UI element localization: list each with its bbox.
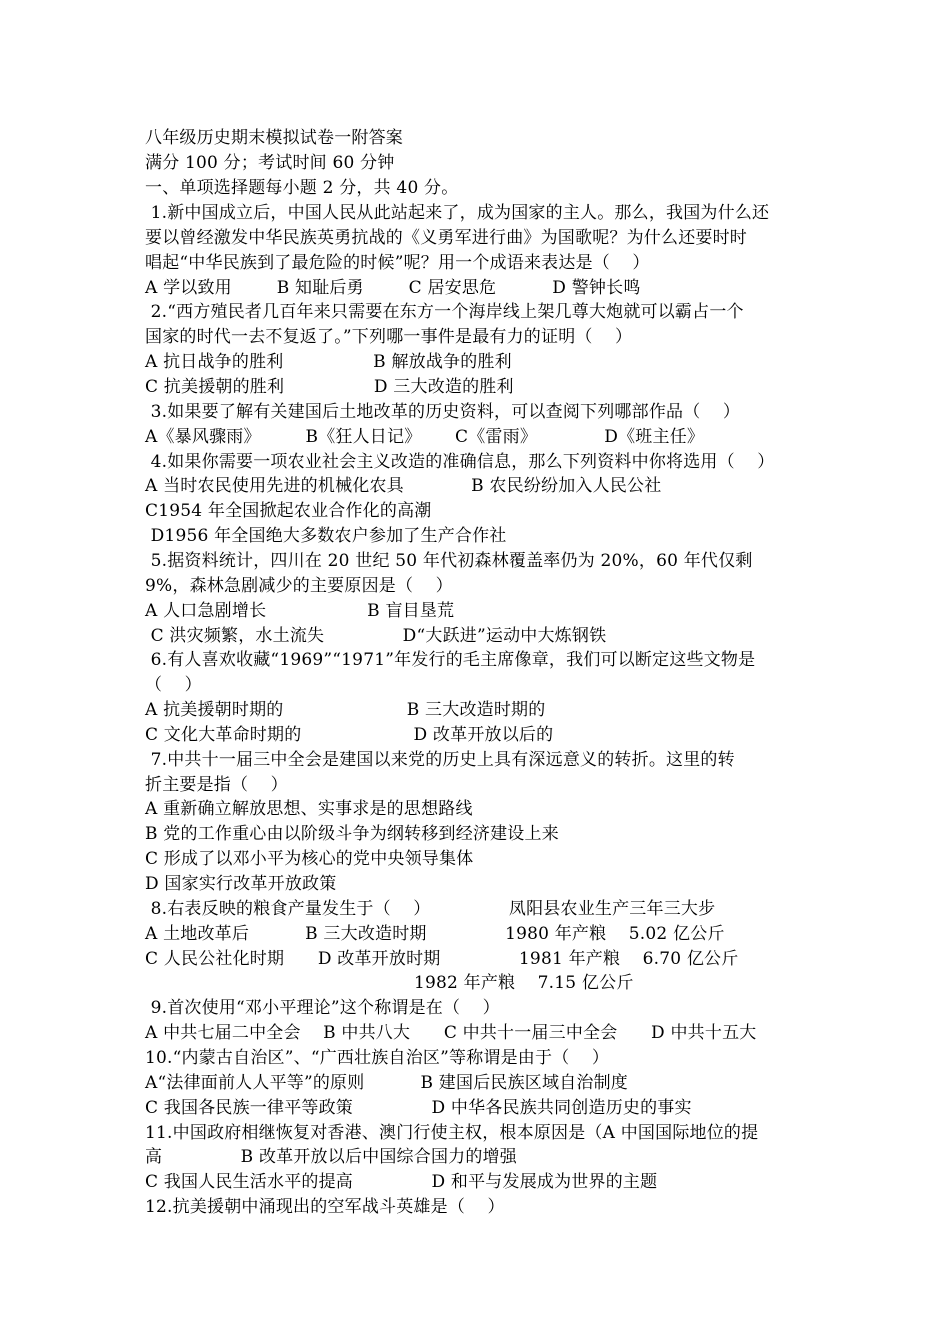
document-line: 8.右表反映的粮食产量发生于（ ） 凤阳县农业生产三年三大步 xyxy=(145,898,716,919)
document-line: 要以曾经激发中华民族英勇抗战的《义勇军进行曲》为国歌呢？为什么还要时时 xyxy=(145,227,747,248)
document-line: C 我国人民生活水平的提高 D 和平与发展成为世界的主题 xyxy=(145,1172,658,1193)
document-line: 12.抗美援朝中涌现出的空军战斗英雄是（ ） xyxy=(145,1197,505,1217)
document-line: C 我国各民族一律平等政策 D 中华各民族共同创造历史的事实 xyxy=(145,1097,692,1118)
document-line: A 抗美援朝时期的 B 三大改造时期的 xyxy=(145,700,546,720)
document-line: C 文化大革命时期的 D 改革开放以后的 xyxy=(145,724,554,745)
document-line: C1954 年全国掀起农业合作化的高潮 xyxy=(145,501,432,522)
document-line: C 形成了以邓小平为核心的党中央领导集体 xyxy=(145,849,474,870)
document-line: 7.中共十一届三中全会是建国以来党的历史上具有深远意义的转折。这里的转 xyxy=(145,749,735,770)
document-subtitle: 满分 100 分；考试时间 60 分钟 xyxy=(145,153,395,173)
document-line: A《暴风骤雨》 B《狂人日记》 C《雷雨》 D《班主任》 xyxy=(145,426,705,447)
document-line: （ ） xyxy=(145,675,202,696)
document-line: D1956 年全国绝大多数农户参加了生产合作社 xyxy=(145,526,507,546)
document-line: 1982 年产粮 7.15 亿公斤 xyxy=(145,973,634,994)
document-line: 3.如果要了解有关建国后土地改革的历史资料，可以查阅下列哪部作品（ ） xyxy=(145,401,741,422)
document-line: 11.中国政府相继恢复对香港、澳门行使主权，根本原因是（A 中国国际地位的提 xyxy=(145,1122,759,1143)
document-line: 6.有人喜欢收藏“1969”“1971”年发行的毛主席像章，我们可以断定这些文物是 xyxy=(145,650,756,671)
document-line: 1.新中国成立后，中国人民从此站起来了，成为国家的主人。那么，我国为什么还 xyxy=(145,203,770,223)
document-line: A 中共七届二中全会 B 中共八大 C 中共十一届三中全会 D 中共十五大 xyxy=(145,1023,757,1044)
document-line: A 土地改革后 B 三大改造时期 1980 年产粮 5.02 亿公斤 xyxy=(145,923,725,944)
document-line: A 重新确立解放思想、实事求是的思想路线 xyxy=(145,799,473,820)
document-line: 9%，森林急剧减少的主要原因是（ ） xyxy=(145,575,453,596)
document-line: A 学以致用 B 知耻后勇 C 居安思危 D 警钟长鸣 xyxy=(145,277,641,298)
document-line: B 党的工作重心由以阶级斗争为纲转移到经济建设上来 xyxy=(145,824,559,845)
document-line: 高 B 改革开放以后中国综合国力的增强 xyxy=(145,1147,517,1168)
document-line: C 抗美援朝的胜利 D 三大改造的胜利 xyxy=(145,377,514,397)
document-title: 八年级历史期末模拟试卷一附答案 xyxy=(145,128,403,148)
document-line: 4.如果你需要一项农业社会主义改造的准确信息，那么下列资料中你将选用（ ） xyxy=(145,451,775,472)
document-line: 5.据资料统计，四川在 20 世纪 50 年代初森林覆盖率仍为 20%，60 年代仅剩 xyxy=(145,550,753,571)
document-line: C 洪灾频繁，水土流失 D“大跃进”运动中大炼钢铁 xyxy=(145,625,607,646)
document-line: 国家的时代一去不复返了。”下列哪一事件是最有力的证明（ ） xyxy=(145,327,633,348)
section-heading: 一、单项选择题每小题 2 分，共 40 分。 xyxy=(145,178,459,198)
document-line: 折主要是指（ ） xyxy=(145,774,288,795)
document-line: A 抗日战争的胜利 B 解放战争的胜利 xyxy=(145,352,512,373)
document-line: 唱起“中华民族到了最危险的时候”呢？用一个成语来表达是（ ） xyxy=(145,252,650,273)
document-line: 9.首次使用“邓小平理论”这个称谓是在（ ） xyxy=(145,998,500,1019)
document-line: C 人民公社化时期 D 改革开放时期 1981 年产粮 6.70 亿公斤 xyxy=(145,948,739,969)
document-line: 10.“内蒙古自治区”、“广西壮族自治区”等称谓是由于（ ） xyxy=(145,1047,610,1068)
document-line: 2.“西方殖民者几百年来只需要在东方一个海岸线上架几尊大炮就可以霸占一个 xyxy=(145,302,744,323)
document-line: A 人口急剧增长 B 盲目垦荒 xyxy=(145,600,455,621)
document-line: A 当时农民使用先进的机械化农具 B 农民纷纷加入人民公社 xyxy=(145,476,662,497)
document-line: D 国家实行改革开放政策 xyxy=(145,874,337,894)
document-line: A“法律面前人人平等”的原则 B 建国后民族区域自治制度 xyxy=(145,1072,628,1093)
